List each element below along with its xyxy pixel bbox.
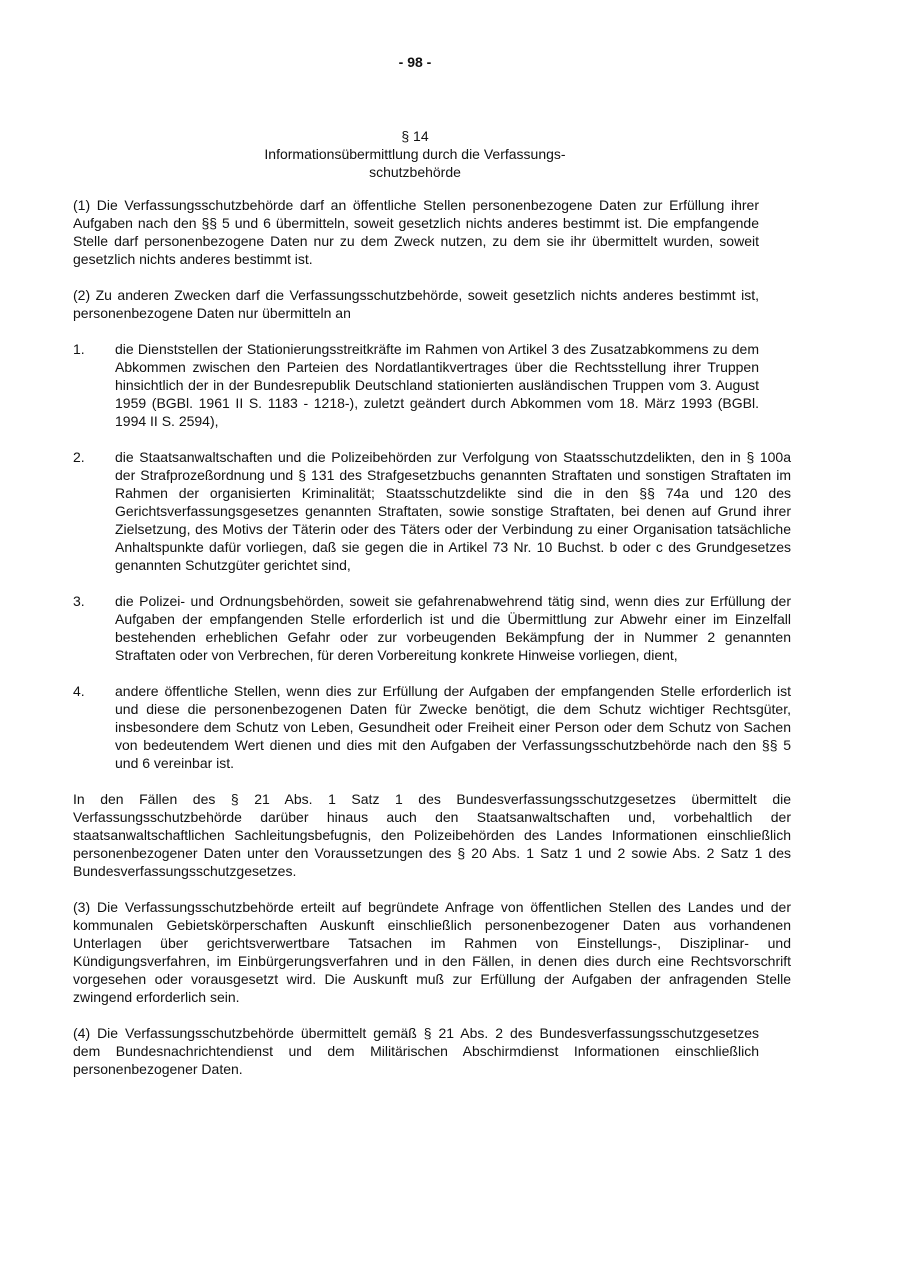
list-item — [73, 682, 791, 772]
section-title-line-2: schutzbehörde — [369, 164, 461, 180]
list-item-number: 3. — [73, 593, 85, 609]
paragraph-4: (4) Die Verfassungsschutzbehörde übermittelt gemäß § 21 Abs. 2 des Bundesverfassungsschutzgesetzes dem Bundesnachrichtendienst und dem Militärischen Abschirmdienst Informationen einschließlich personenbezogener Daten. — [73, 1025, 759, 1077]
list-item-text: die Dienststellen der Stationierungsstreitkräfte im Rahmen von Artikel 3 des Zusatzabkommens zu dem Abkommen zwischen den Parteien des Nordatlantikvertrages über die Rechtsstellung ihrer Truppen hinsichtlich der in der Bundesrepublik Deutschland stationierten ausländischen Truppen vom 3. August 1959 (BGBl. 1961 II S. 1183 - 1218-), zuletzt geändert durch Abkommen vom 18. März 1993 (BGBl. 1994 II S. 2594), — [115, 341, 759, 429]
section-heading — [0, 127, 830, 181]
list-item-number: 1. — [73, 341, 85, 357]
document-body — [73, 196, 791, 1096]
paragraph-3: (3) Die Verfassungsschutzbehörde erteilt auf begründete Anfrage von öffentlichen Stellen des Landes und der kommunalen Gebietskörperschaften Auskunft einschließlich personenbezogener Daten aus vorhandenen Unterlagen über gerichtsverwertbare Tatsachen im Rahmen von Einstellungs-, Disziplinar- und Kündigungsverfahren, im Einbürgerungsverfahren und in den Fällen, in denen dies durch eine Rechtsvorschrift vorgesehen oder vorausgesetzt wird. Die Auskunft muß zur Erfüllung der Aufgaben der anfragenden Stelle zwingend erforderlich sein. — [73, 899, 791, 1005]
list-item-number: 2. — [73, 449, 85, 465]
list-item — [73, 448, 791, 574]
page-number: - 98 - — [398, 54, 432, 70]
list-item-number: 4. — [73, 683, 85, 699]
paragraph-1: (1) Die Verfassungsschutzbehörde darf an öffentliche Stellen personenbezogene Daten zur Erfüllung ihrer Aufgaben nach den §§ 5 und 6 übermitteln, soweit gesetzlich nichts anderes bestimmt ist. Die empfangende Stelle darf personenbezogene Daten nur zu dem Zweck nutzen, zu dem sie ihr übermittelt wurden, soweit gesetzlich nichts anderes bestimmt ist. — [73, 197, 759, 267]
paragraph-2-closing: In den Fällen des § 21 Abs. 1 Satz 1 des Bundesverfassungsschutzgesetzes übermittelt die Verfassungsschutzbehörde darüber hinaus auch den Staatsanwaltschaften und, vorbehaltlich der staatsanwaltschaftlichen Sachleitungsbefugnis, den Polizeibehörden des Landes Informationen einschließlich personenbezogener Daten unter den Voraussetzungen des § 20 Abs. 1 Satz 1 und 2 sowie Abs. 2 Satz 1 des Bundesverfassungsschutzgesetzes. — [73, 791, 791, 879]
section-number: § 14 — [401, 128, 429, 144]
list-item — [73, 592, 791, 664]
list-item-text: die Staatsanwaltschaften und die Polizeibehörden zur Verfolgung von Staatsschutzdelikten, den in § 100a der Strafprozeßordnung und § 131 des Strafgesetzbuchs genannten Straftaten und sonstigen Straftaten im Rahmen der organisierten Kriminalität; Staatsschutzdelikte sind die in den §§ 74a und 120 des Gerichtsverfassungsgesetzes genannten Straftaten, sowie sonstige Straftaten, bei denen auf Grund ihrer Zielsetzung, des Motivs der Täterin oder des Täters oder der Verbindung zu einer Organisation tatsächliche Anhaltspunkte dafür vorliegen, daß sie gegen die in Artikel 73 Nr. 10 Buchst. b oder c des Grundgesetzes genannten Schutzgüter gerichtet sind, — [115, 449, 791, 573]
paragraph-2-intro: (2) Zu anderen Zwecken darf die Verfassungsschutzbehörde, soweit gesetzlich nichts anderes bestimmt ist, personenbezogene Daten nur übermitteln an — [73, 287, 759, 321]
list-item-text: die Polizei- und Ordnungsbehörden, soweit sie gefahrenabwehrend tätig sind, wenn dies zur Erfüllung der Aufgaben der empfangenden Stelle erforderlich ist und die Übermittlung zur Abwehr einer im Einzelfall bestehenden erheblichen Gefahr oder zur vorbeugenden Bekämpfung der in Nummer 2 genannten Straftaten oder von Verbrechen, für deren Vorbereitung konkrete Hinweise vorliegen, dient, — [115, 593, 791, 663]
list-item-text: andere öffentliche Stellen, wenn dies zur Erfüllung der Aufgaben der empfangenden Stelle erforderlich ist und diese die personenbezogenen Daten für Zwecke benötigt, die dem Schutz wichtiger Rechtsgüter, insbesondere dem Schutz von Leben, Gesundheit oder Freiheit einer Person oder dem Schutz von Sachen von bedeutendem Wert dienen und dies mit den Aufgaben der Verfassungsschutzbehörde nach den §§ 5 und 6 vereinbar ist. — [115, 683, 791, 771]
list-item — [73, 340, 791, 430]
section-title-line-1: Informationsübermittlung durch die Verfassungs- — [264, 146, 566, 162]
